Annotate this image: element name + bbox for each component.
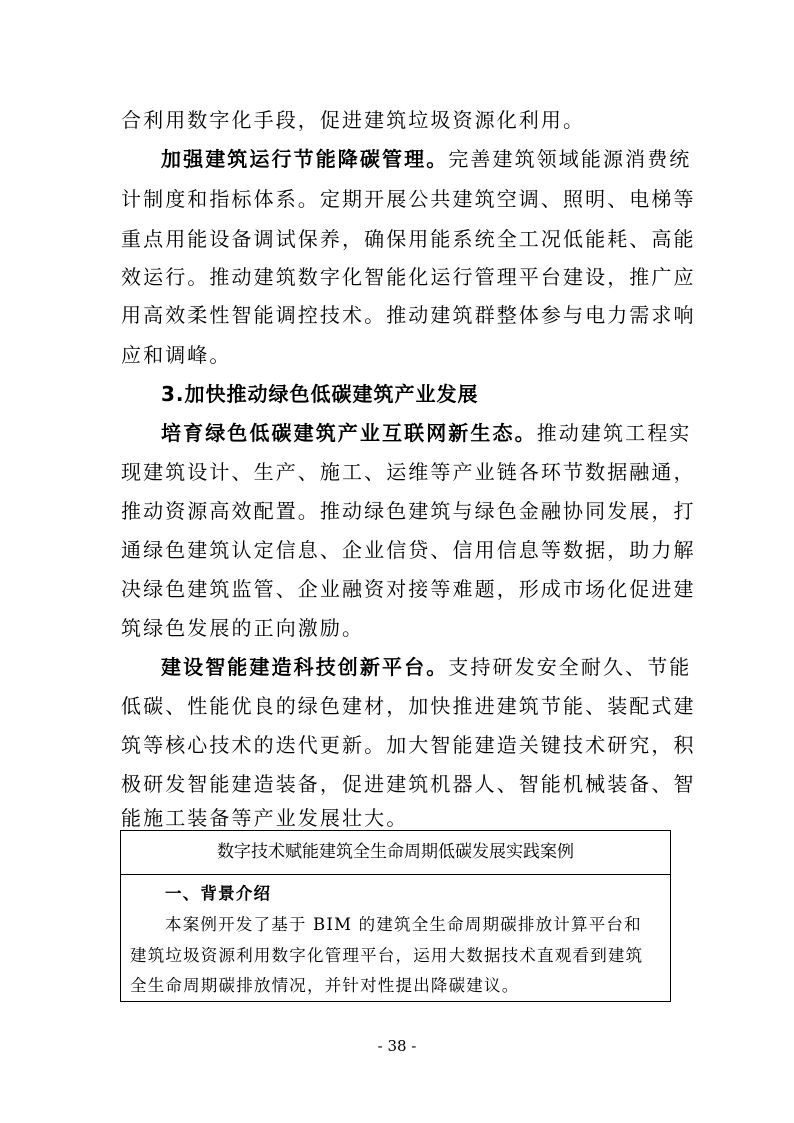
case-study-box xyxy=(120,830,671,1002)
body-line: 效运行。推动建筑数字化智能化运行管理平台建设，推广应 xyxy=(121,265,696,289)
body-line: 低碳、性能优良的绿色建材，加快推进建筑节能、装配式建 xyxy=(121,694,696,718)
section-heading: 3.加快推动绿色低碳建筑产业发展 xyxy=(161,382,479,406)
paragraph-heading: 建设智能建造科技创新平台。 xyxy=(161,655,449,679)
body-line: 合利用数字化手段，促进建筑垃圾资源化利用。 xyxy=(121,108,586,132)
body-line: 重点用能设备调试保养，确保用能系统全工况低能耗、高能 xyxy=(121,227,696,251)
paragraph-text: 支持研发安全耐久、节能 xyxy=(448,655,692,679)
paragraph-line xyxy=(161,145,691,173)
case-section-heading: 一、背景介绍 xyxy=(165,884,272,903)
body-line: 极研发智能建造装备，促进建筑机器人、智能机械装备、智 xyxy=(121,772,696,796)
paragraph-line xyxy=(161,653,691,681)
case-study-title: 数字技术赋能建筑全生命周期低碳发展实践案例 xyxy=(121,831,670,875)
body-line: 现建筑设计、生产、施工、运维等产业链各环节数据融通， xyxy=(121,460,696,484)
body-line: 筑等核心技术的迭代更新。加大智能建造关键技术研究，积 xyxy=(121,733,696,757)
paragraph-text: 推动建筑工程实 xyxy=(536,421,692,445)
page-number: - 38 - xyxy=(377,1037,417,1055)
body-line: 筑绿色发展的正向激励。 xyxy=(121,616,365,640)
body-line: 计制度和指标体系。定期开展公共建筑空调、照明、电梯等 xyxy=(121,187,696,211)
body-line: 推动资源高效配置。推动绿色建筑与绿色金融协同发展，打 xyxy=(121,499,696,523)
body-line: 应和调峰。 xyxy=(121,343,232,367)
case-body-line: 本案例开发了基于 BIM 的建筑全生命周期碳排放计算平台和 xyxy=(165,915,642,934)
paragraph-line xyxy=(161,419,691,447)
body-line: 决绿色建筑监管、企业融资对接等难题，形成市场化促进建 xyxy=(121,577,696,601)
body-line: 用高效柔性智能调控技术。推动建筑群整体参与电力需求响 xyxy=(121,303,696,327)
case-body-line: 全生命周期碳排放情况，并针对性提出降碳建议。 xyxy=(130,976,520,995)
body-line: 通绿色建筑认定信息、企业信贷、信用信息等数据，助力解 xyxy=(121,538,696,562)
paragraph-heading: 加强建筑运行节能降碳管理。 xyxy=(161,147,449,171)
paragraph-heading: 培育绿色低碳建筑产业互联网新生态。 xyxy=(161,421,537,445)
paragraph-text: 完善建筑领域能源消费统 xyxy=(448,147,692,171)
case-body-line: 建筑垃圾资源利用数字化管理平台，运用大数据技术直观看到建筑 xyxy=(130,946,644,965)
body-line: 能施工装备等产业发展壮大。 xyxy=(121,806,409,830)
